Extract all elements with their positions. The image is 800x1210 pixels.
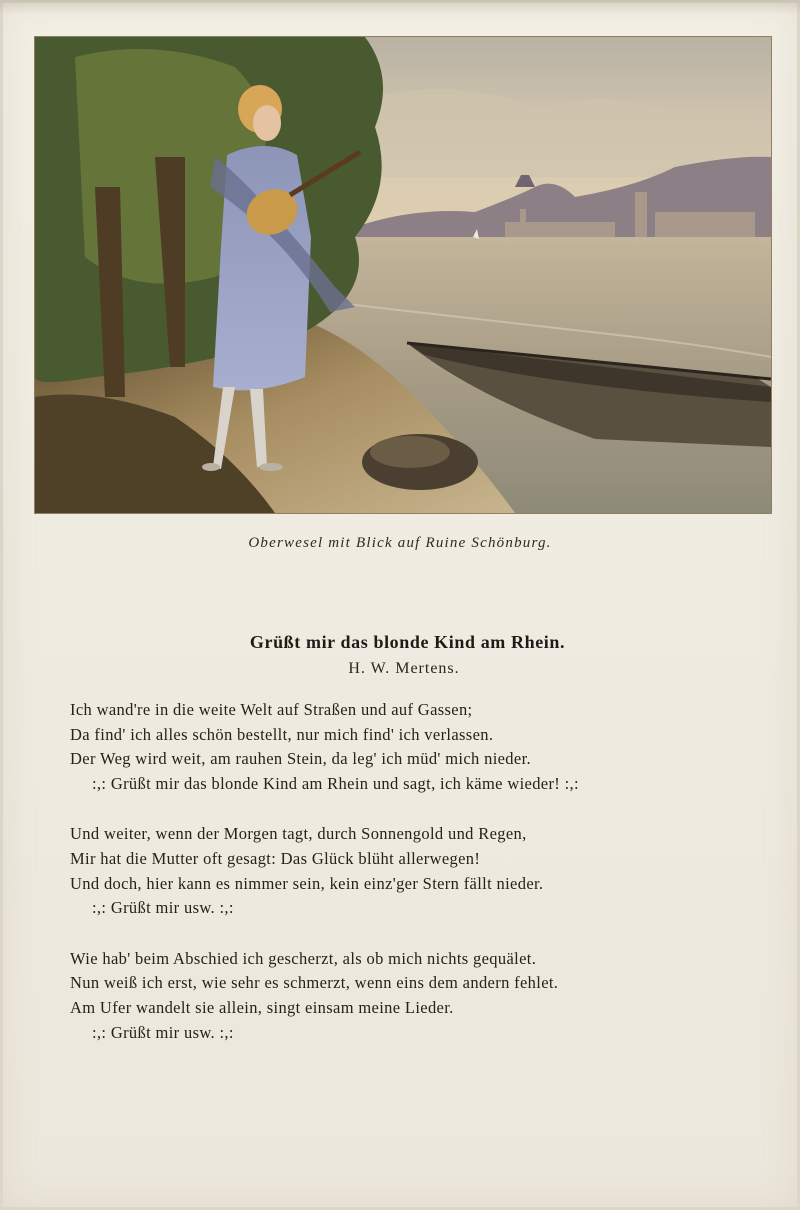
verse-line: Und doch, hier kann es nimmer sein, kein einz'ger Stern fällt nieder.: [70, 873, 544, 893]
refrain-line: :,: Grüßt mir usw. :,:: [92, 1022, 234, 1042]
refrain-line: :,: Grüßt mir das blonde Kind am Rhein und sagt, ich käme wieder! :,:: [92, 773, 579, 793]
song-author: H. W. Mertens.: [348, 660, 460, 677]
image-caption: Oberwesel mit Blick auf Ruine Schönburg.: [248, 535, 552, 551]
verse-line: Am Ufer wandelt sie allein, singt einsam meine Lieder.: [70, 997, 454, 1017]
verse-line: Wie hab' beim Abschied ich gescherzt, als ob mich nichts gequälet.: [70, 948, 537, 968]
stanza-2: [70, 822, 760, 920]
stanza-1: [70, 698, 760, 796]
verse-line: Nun weiß ich erst, wie sehr es schmerzt, wenn eins dem andern fehlet.: [70, 973, 559, 993]
verse-line: Mir hat die Mutter oft gesagt: Das Glück blüht allerwegen!: [70, 848, 481, 868]
painting-image: [34, 36, 772, 514]
verse-line: Da find' ich alles schön bestellt, nur mich find' ich verlassen.: [70, 724, 494, 744]
refrain-line: :,: Grüßt mir usw. :,:: [92, 898, 234, 918]
song-title: Grüßt mir das blonde Kind am Rhein.: [249, 632, 566, 652]
verse-line: Und weiter, wenn der Morgen tagt, durch Sonnengold und Regen,: [70, 824, 527, 844]
verse-line: Der Weg wird weit, am rauhen Stein, da leg' ich müd' mich nieder.: [70, 749, 531, 769]
poem-text: [70, 698, 760, 1071]
stanza-3: [70, 947, 760, 1045]
verse-line: Ich wand're in die weite Welt auf Straßen und auf Gassen;: [70, 700, 473, 719]
